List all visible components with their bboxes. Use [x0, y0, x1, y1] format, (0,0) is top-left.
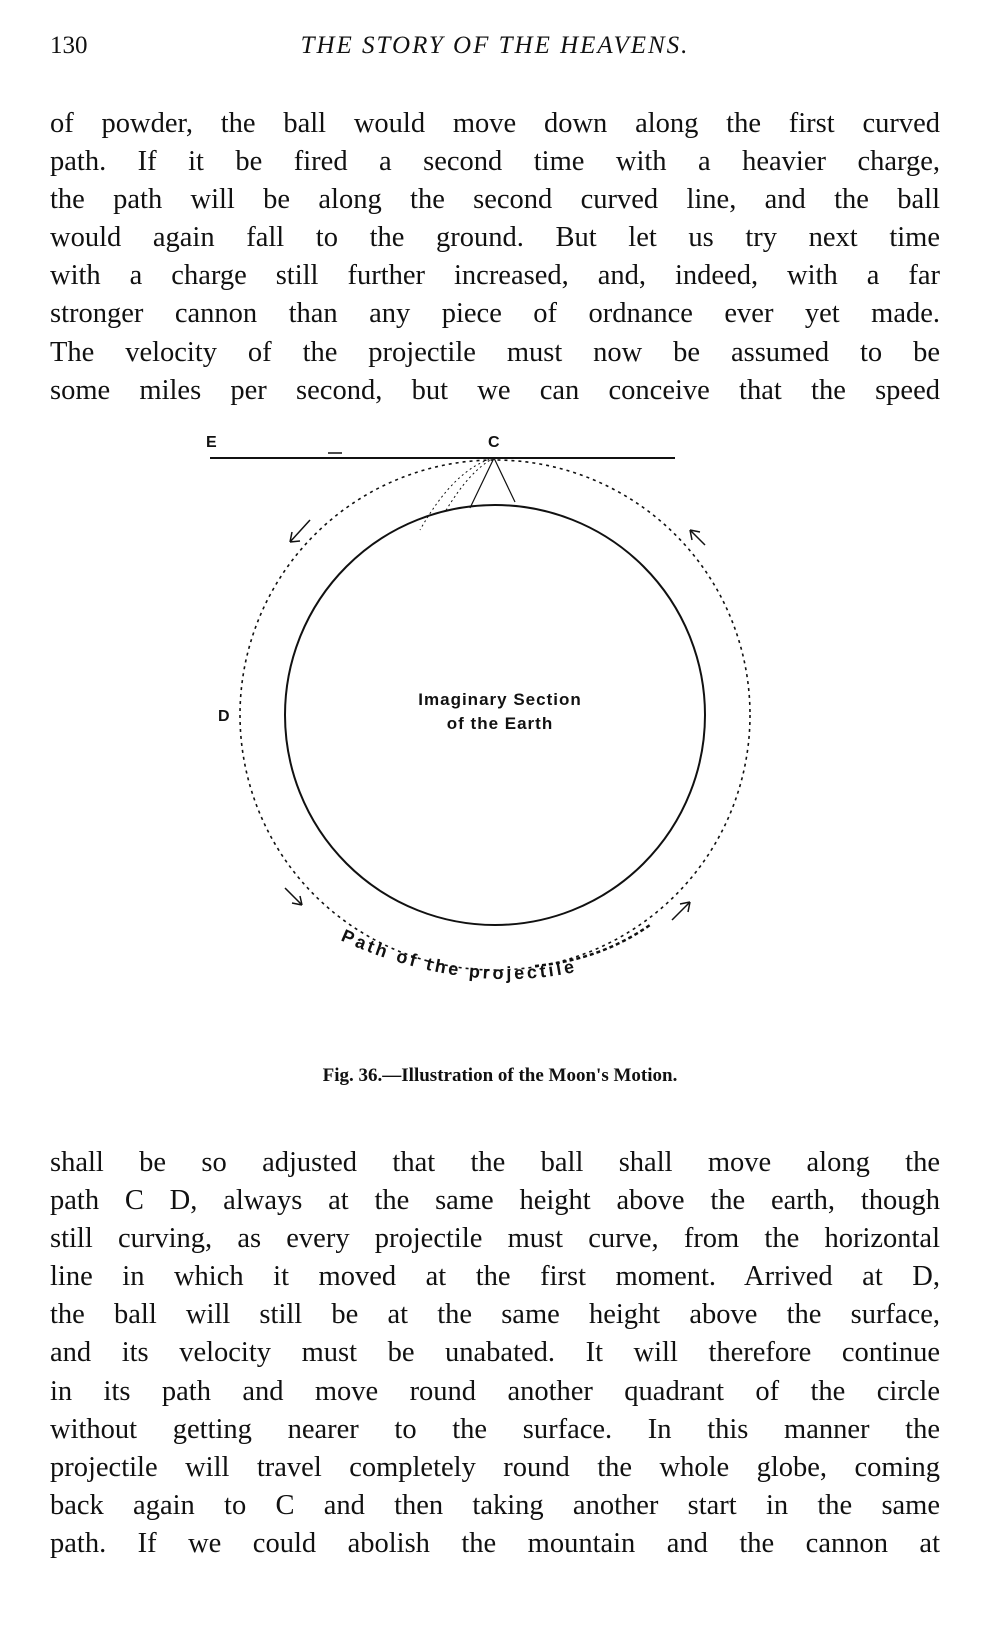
text-line: path C D, always at the same height above the earth, though [50, 1185, 940, 1217]
text-line: some miles per second, but we can conceive that the speed [50, 374, 940, 406]
earth-label-line2: of the Earth [446, 714, 554, 733]
top-paragraph [50, 105, 940, 410]
orbit-arrow-icon [290, 520, 310, 542]
running-head [50, 32, 940, 72]
orbit-emphasis [535, 925, 650, 966]
text-line: without getting nearer to the surface. In this manner the [50, 1413, 940, 1445]
label-e: E [206, 434, 217, 451]
text-line: still curving, as every projectile must curve, from the horizontal [50, 1223, 940, 1255]
text-line: the ball will still be at the same height above the surface, [50, 1299, 940, 1331]
text-line: shall be so adjusted that the ball shall move along the [50, 1147, 940, 1178]
orbit-arrow-icon [672, 902, 690, 920]
text-line: projectile will travel completely round the whole globe, coming [50, 1451, 940, 1483]
text-line: the path will be along the second curved line, and the ball [50, 184, 940, 216]
text-line: would again fall to the ground. But let us try next time [50, 222, 940, 254]
running-title: THE STORY OF THE HEAVENS. [300, 32, 690, 59]
text-line: The velocity of the projectile must now be assumed to be [50, 336, 940, 368]
mountain-lines [470, 458, 515, 508]
text-line: line in which it moved at the first moment. Arrived at D, [50, 1261, 940, 1293]
text-line: back again to C and then taking another start in the same [50, 1489, 940, 1521]
text-line: path. If we could abolish the mountain and the cannon at [50, 1527, 940, 1559]
text-line: and its velocity must be unabated. It will therefore continue [50, 1337, 940, 1369]
label-c: C [488, 434, 500, 451]
orbit-arrow-icon [285, 888, 302, 905]
figure-caption: Fig. 36.—Illustration of the Moon's Motion. [322, 1065, 678, 1086]
bottom-paragraph [50, 1144, 940, 1563]
text-line: of powder, the ball would move down along the first curved [50, 108, 940, 139]
page-number: 130 [50, 32, 88, 59]
text-line: path. If it be fired a second time with a heavier charge, [50, 146, 940, 178]
label-d: D [218, 708, 230, 725]
figure-36 [200, 434, 780, 1060]
text-line: with a charge still further increased, and, indeed, with a far [50, 260, 940, 292]
text-line: stronger cannon than any piece of ordnance ever yet made. [50, 298, 940, 330]
orbit-arrow-icon [690, 530, 705, 545]
text-line: in its path and move round another quadrant of the circle [50, 1375, 940, 1407]
moon-motion-diagram [200, 450, 780, 1060]
path-label: Path of the projectile [338, 925, 579, 984]
earth-label-line1: Imaginary Section [418, 690, 582, 709]
